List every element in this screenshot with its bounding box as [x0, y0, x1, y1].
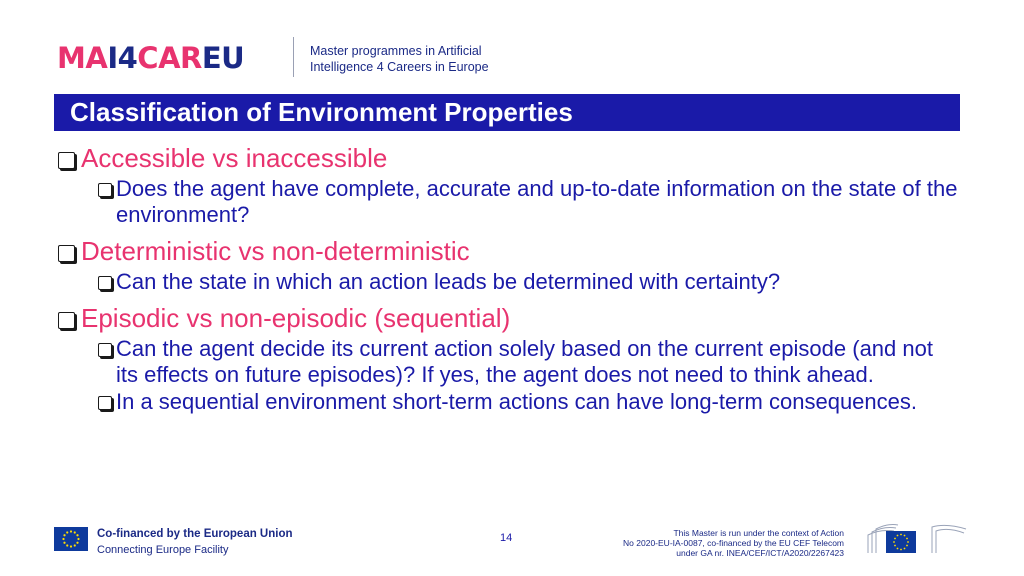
- tagline-line-1: Master programmes in Artificial: [310, 44, 482, 58]
- bullet-heading: [58, 301, 958, 335]
- bullet-heading-text: Episodic vs non-episodic (sequential): [81, 303, 511, 333]
- header-divider: [293, 37, 294, 77]
- logo-part-ma: MA: [57, 41, 108, 75]
- logo-part-eu: EU: [201, 41, 245, 75]
- european-commission-logo-icon: [866, 513, 968, 557]
- slide-title: Classification of Environment Properties: [70, 97, 573, 127]
- bullet-sub: [98, 269, 958, 295]
- eu-cofinance-line-1: Co-financed by the European Union: [97, 528, 293, 540]
- tagline-line-2: Intelligence 4 Careers in Europe: [310, 60, 489, 74]
- header-tagline: [310, 43, 489, 75]
- mai4careu-logo: [57, 40, 244, 76]
- checkbox-bullet-icon: [98, 343, 112, 357]
- bullet-sub: [98, 176, 958, 228]
- bullet-heading: [58, 141, 958, 175]
- checkbox-bullet-icon: [58, 245, 75, 262]
- bullet-sub-text: Does the agent have complete, accurate and up-to-date information on the state of the environment?: [116, 176, 958, 227]
- disclaimer-line-1: This Master is run under the context of Action: [673, 528, 844, 538]
- page-number: 14: [500, 532, 513, 544]
- bullet-sub-text: Can the state in which an action leads be determined with certainty?: [116, 269, 781, 294]
- logo-part-car: CAR: [137, 41, 202, 75]
- bullet-sub-text: Can the agent decide its current action solely based on the current episode (and not its effects on future episodes)? If yes, the agent does not need to think ahead.: [116, 336, 933, 387]
- eu-flag-icon: [54, 527, 88, 551]
- checkbox-bullet-icon: [58, 312, 75, 329]
- bullet-heading-text: Accessible vs inaccessible: [81, 143, 388, 173]
- bullet-sub-text: In a sequential environment short-term actions can have long-term consequences.: [116, 389, 917, 414]
- checkbox-bullet-icon: [98, 183, 112, 197]
- logo-part-i4: I4: [107, 41, 138, 75]
- footer-disclaimer: [623, 528, 844, 558]
- bullet-sub: [98, 336, 958, 388]
- bullet-heading: [58, 234, 958, 268]
- checkbox-bullet-icon: [98, 276, 112, 290]
- disclaimer-line-2: No 2020-EU-IA-0087, co-financed by the EU CEF Telecom: [623, 538, 844, 548]
- bullet-sub: [98, 389, 958, 415]
- checkbox-bullet-icon: [98, 396, 112, 410]
- checkbox-bullet-icon: [58, 152, 75, 169]
- eu-cofinance-label: [97, 527, 293, 557]
- slide-title-bar: [54, 94, 960, 131]
- bullet-heading-text: Deterministic vs non-deterministic: [81, 236, 470, 266]
- eu-cofinance-line-2: Connecting Europe Facility: [97, 544, 229, 556]
- disclaimer-line-3: under GA nr. INEA/CEF/ICT/A2020/2267423: [676, 548, 844, 558]
- slide-content: [58, 141, 958, 415]
